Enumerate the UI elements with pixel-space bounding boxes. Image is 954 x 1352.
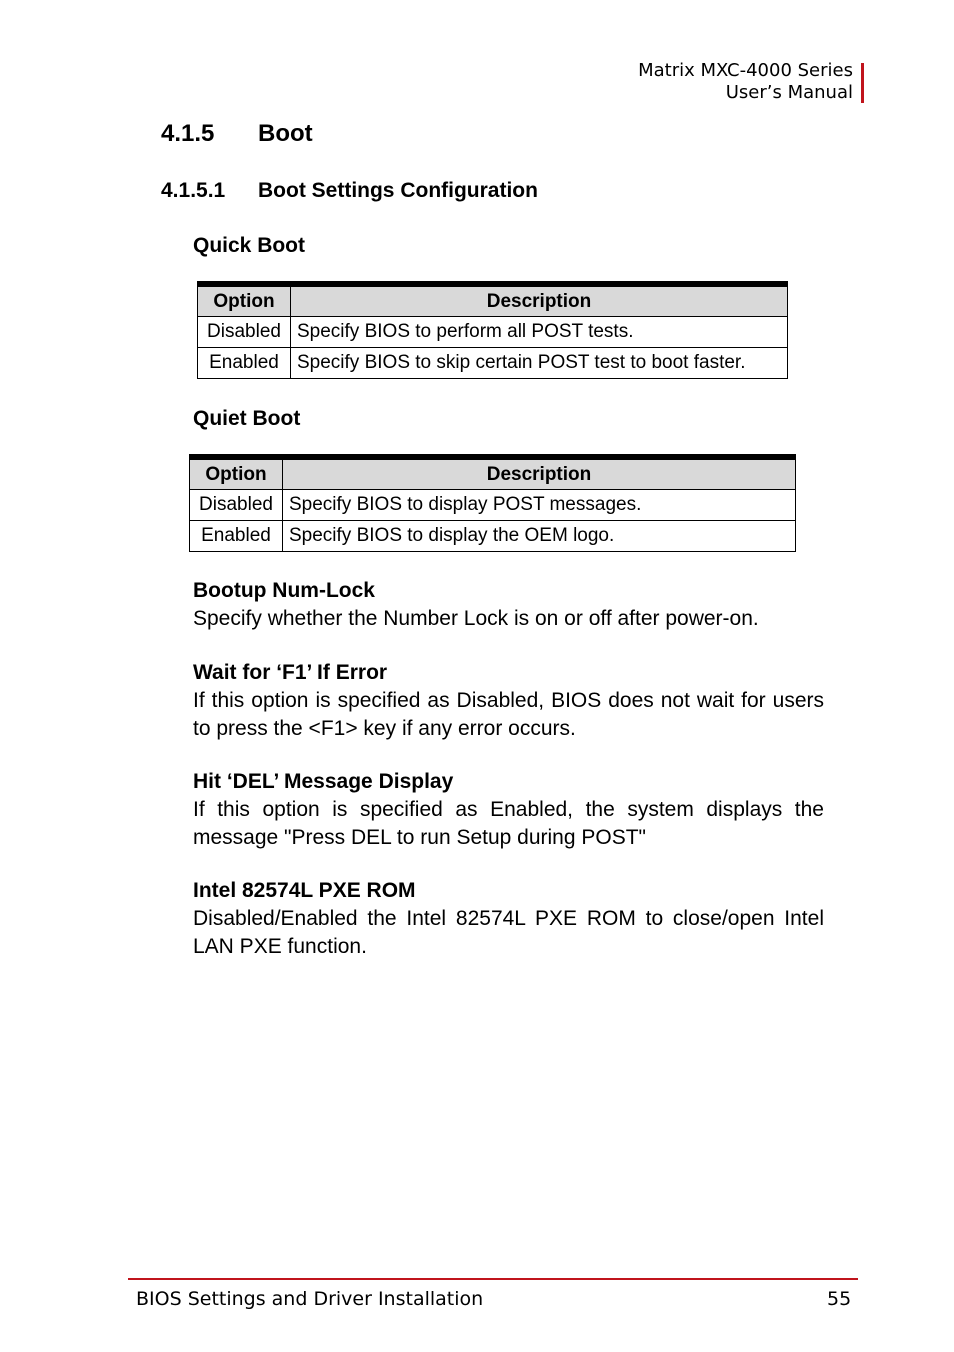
option-cell: Enabled — [198, 348, 291, 379]
setting-title: Wait for ‘F1’ If Error — [193, 661, 388, 684]
description-cell: Specify BIOS to skip certain POST test to boot faster. — [291, 348, 788, 379]
setting-description: Disabled/Enabled the Intel 82574L PXE ROM to close/open Intel LAN PXE function. — [193, 907, 824, 958]
option-cell: Disabled — [198, 317, 291, 348]
quiet-boot-label: Quiet Boot — [193, 407, 301, 430]
column-header-option: Option — [190, 457, 283, 490]
page-number: 55 — [827, 1288, 852, 1310]
option-cell: Enabled — [190, 521, 283, 552]
table-header-row — [190, 457, 796, 490]
quick-boot-table — [197, 281, 788, 379]
footer-chapter-title: BIOS Settings and Driver Installation — [136, 1288, 484, 1310]
setting-bootup-num-lock — [193, 577, 824, 633]
table-header-row — [198, 284, 788, 317]
table-row — [198, 317, 788, 348]
column-header-option: Option — [198, 284, 291, 317]
setting-description: Specify whether the Number Lock is on or off after power-on. — [193, 607, 759, 630]
subsection-title: Boot Settings Configuration — [258, 179, 538, 202]
header-accent-bar — [861, 63, 864, 103]
quick-boot-label: Quick Boot — [193, 234, 306, 257]
footer-rule — [128, 1278, 858, 1280]
table-row — [190, 521, 796, 552]
table-row — [190, 490, 796, 521]
quiet-boot-table — [189, 454, 796, 552]
setting-title: Bootup Num-Lock — [193, 579, 375, 602]
setting-intel-pxe-rom — [193, 877, 824, 961]
description-cell: Specify BIOS to display POST messages. — [283, 490, 796, 521]
subsection-number: 4.1.5.1 — [161, 179, 226, 202]
running-header — [638, 60, 858, 104]
setting-description: If this option is specified as Enabled, the system displays the message "Press DEL to run Setup during POST" — [193, 798, 824, 849]
description-cell: Specify BIOS to display the OEM logo. — [283, 521, 796, 552]
header-subtitle: User’s Manual — [725, 82, 853, 103]
header-title: Matrix MXC-4000 Series — [638, 60, 853, 81]
setting-description: If this option is specified as Disabled, BIOS does not wait for users to press the <F1> key if any error occurs. — [193, 689, 824, 740]
setting-wait-for-f1 — [193, 659, 824, 743]
setting-hit-del-message — [193, 768, 824, 852]
column-header-description: Description — [291, 284, 788, 317]
description-cell: Specify BIOS to perform all POST tests. — [291, 317, 788, 348]
section-title: Boot — [258, 120, 313, 147]
setting-title: Hit ‘DEL’ Message Display — [193, 770, 454, 793]
subsection-heading — [161, 179, 538, 203]
option-cell: Disabled — [190, 490, 283, 521]
setting-title: Intel 82574L PXE ROM — [193, 879, 416, 902]
section-heading — [161, 120, 313, 148]
column-header-description: Description — [283, 457, 796, 490]
table-row — [198, 348, 788, 379]
section-number: 4.1.5 — [161, 120, 215, 147]
